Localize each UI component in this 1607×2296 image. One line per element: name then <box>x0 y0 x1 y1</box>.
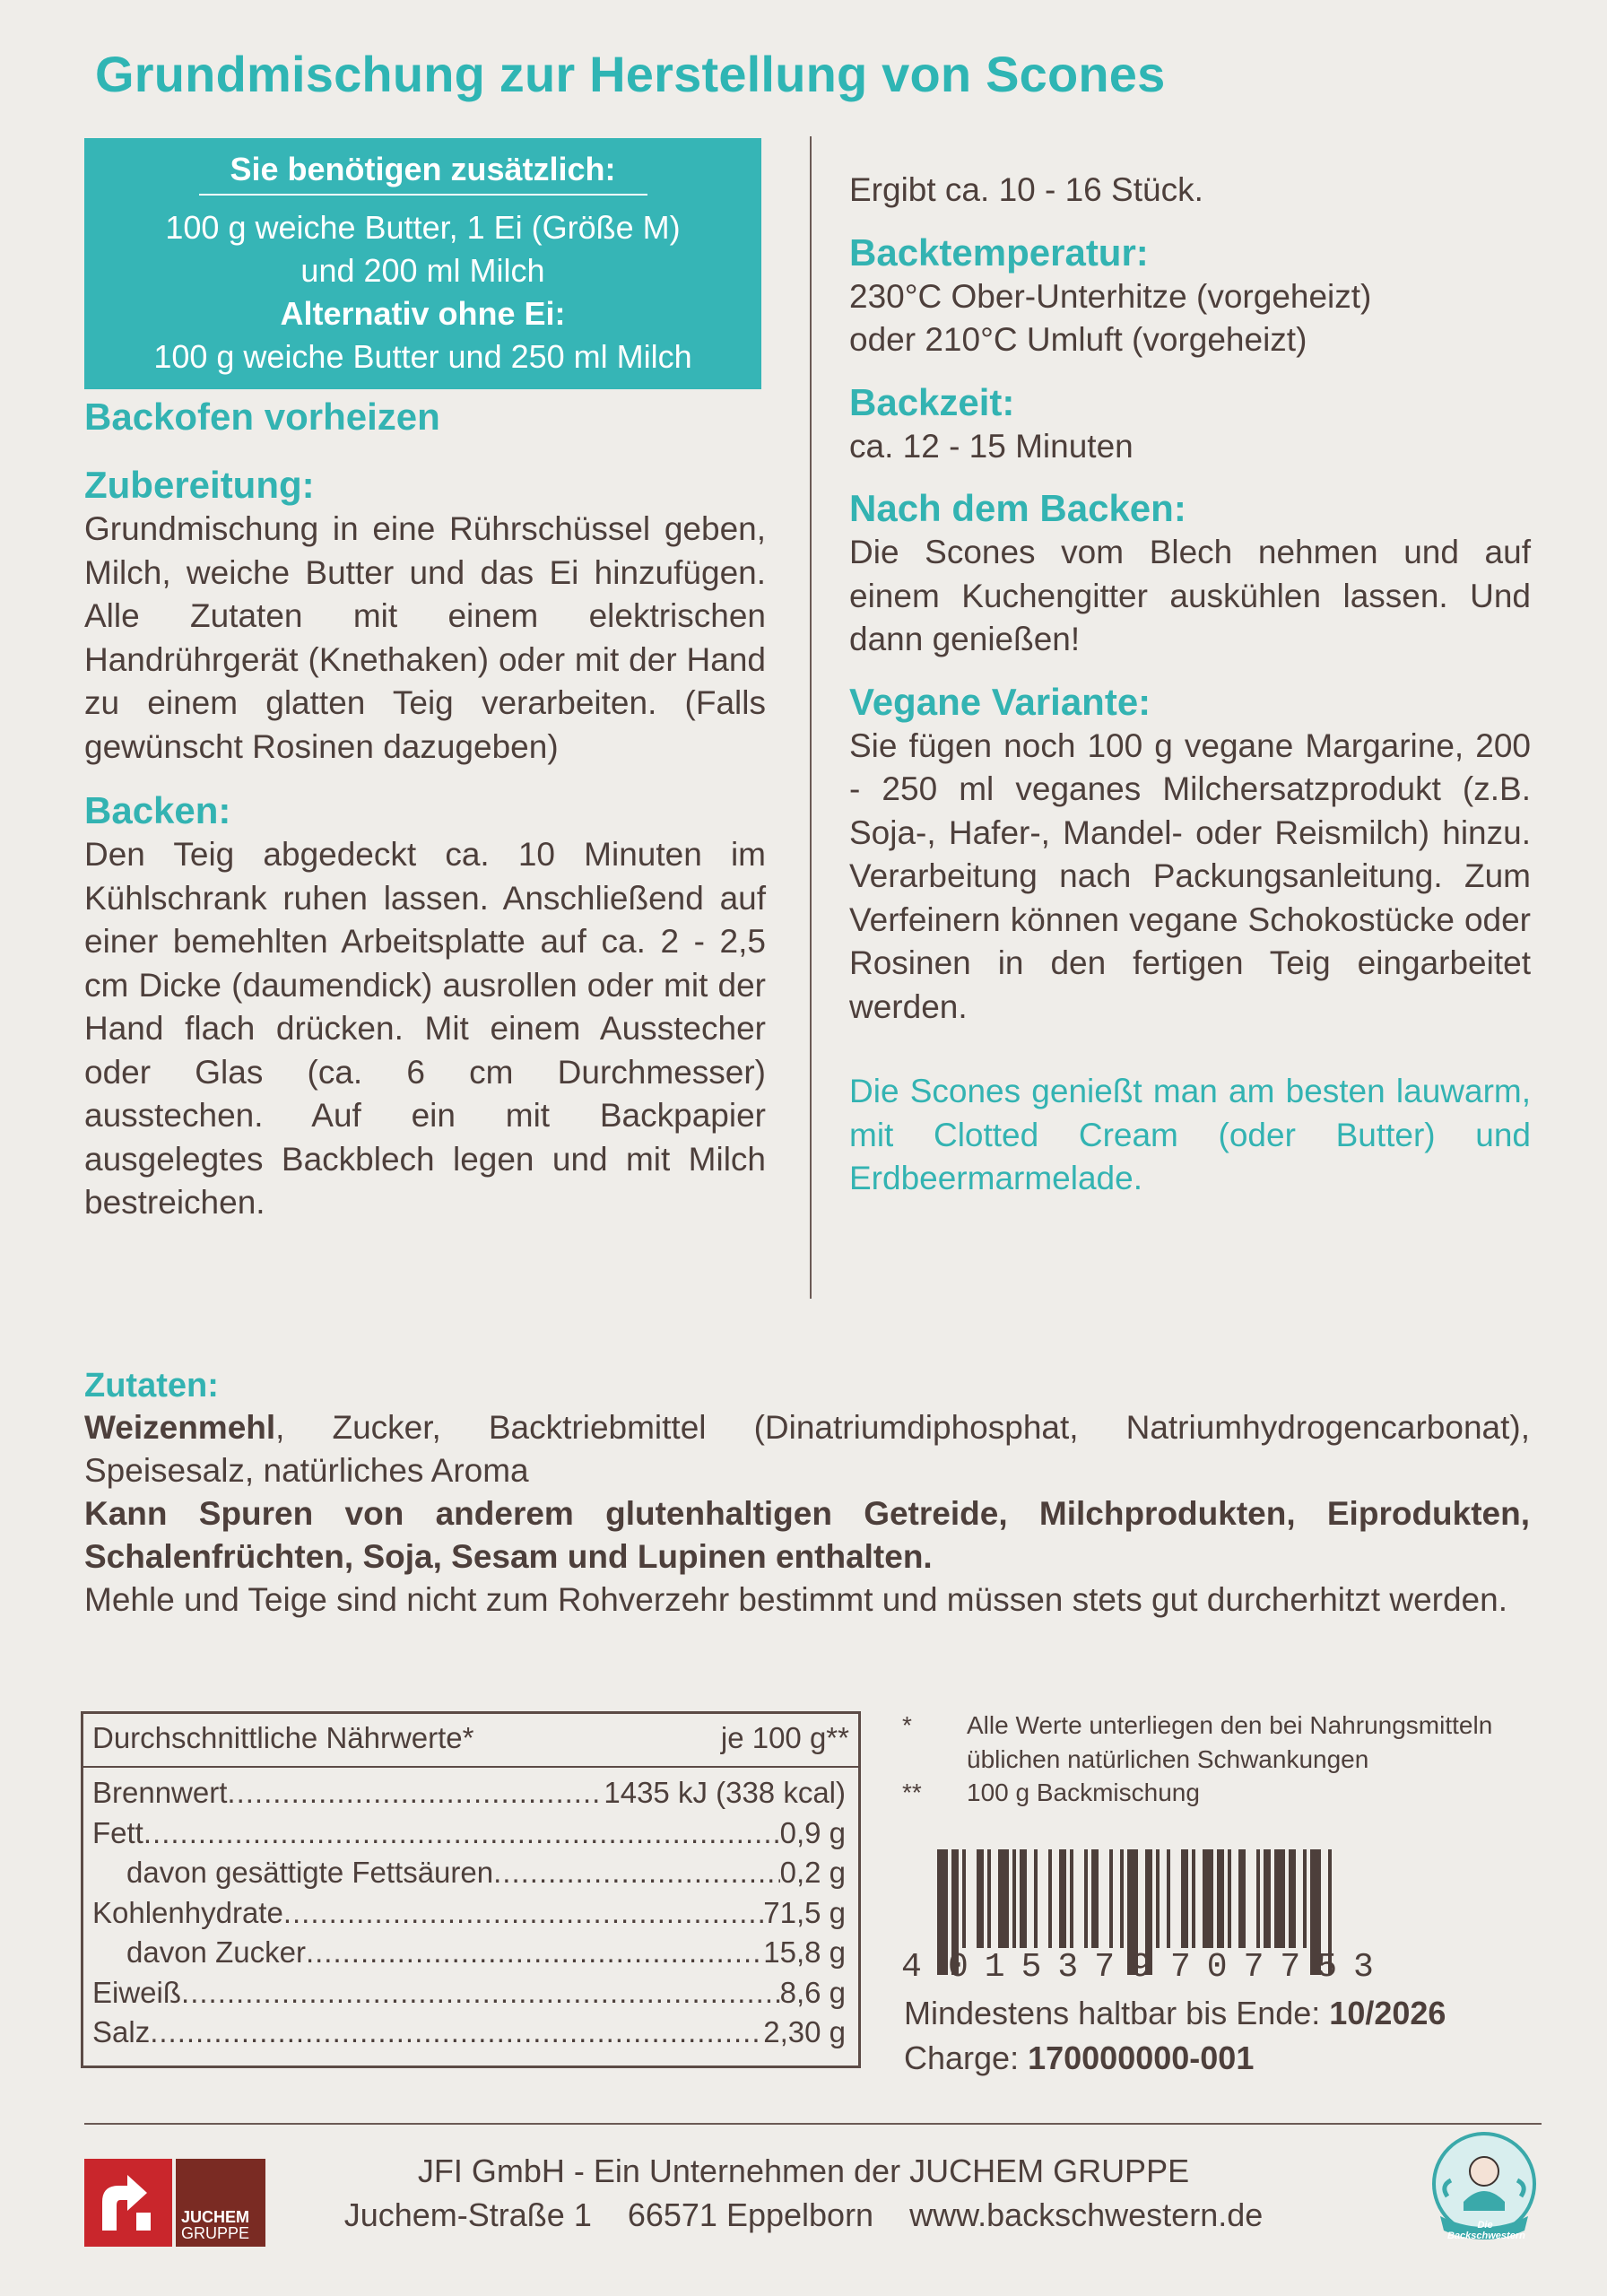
nutrition-row-saturated-fat <box>83 1853 858 1893</box>
barcode-bar <box>1034 1849 1038 1948</box>
additional-ingredients-box <box>84 138 761 389</box>
best-before-label: Mindestens haltbar bis Ende: <box>904 1995 1321 2031</box>
barcode-bar <box>977 1849 984 1948</box>
footnote-text-2: 100 g Backmischung <box>967 1779 1200 1806</box>
after-text: Die Scones vom Blech nehmen und auf einem Kuchengitter auskühlen lassen. Und dann genießen! <box>849 534 1531 657</box>
barcode-bar <box>1264 1849 1271 1948</box>
barcode-bar <box>1084 1849 1088 1948</box>
badge-text: Die Backschwestern <box>1447 2220 1525 2241</box>
barcode-bar <box>1289 1849 1296 1948</box>
footnote-star-2: ** <box>902 1779 922 1806</box>
box-line-2: und 200 ml Milch <box>300 252 545 289</box>
nutrition-header-label: Durchschnittliche Nährwerte* <box>92 1721 474 1754</box>
company-name-line: JFI GmbH - Ein Unternehmen der JUCHEM GRUPPE <box>417 2152 1190 2189</box>
nutrition-table <box>81 1711 861 2068</box>
nutrition-label: Salz <box>92 2015 151 2048</box>
juchem-logo-text-1: JUCHEM <box>181 2208 250 2226</box>
barcode-bar <box>1109 1849 1113 1948</box>
charge-label: Charge: <box>904 2039 1020 2076</box>
nutrition-row-sugar <box>83 1933 858 1973</box>
barcode-bar <box>1059 1849 1066 1948</box>
barcode-bar <box>1167 1849 1170 1948</box>
barcode-bar <box>1303 1849 1307 1948</box>
ingredients-text <box>84 1406 1530 1492</box>
nutrition-value: 71,5 g <box>763 1895 846 1929</box>
company-address-line: Juchem-Straße 1 66571 Eppelborn www.backschwestern.de <box>343 2196 1264 2233</box>
after-heading: Nach dem Backen: <box>849 487 1186 529</box>
right-column <box>849 169 1531 1201</box>
best-before-block <box>904 1991 1446 2081</box>
nutrition-header <box>83 1714 858 1768</box>
footnote-star-1: * <box>902 1711 912 1739</box>
ingredient-rest: , Zucker, Backtriebmittel (Dinatriumdiphosphat, Natriumhydrogencarbonat), Speisesalz, natürliches Aroma <box>84 1409 1530 1489</box>
vegan-heading: Vegane Variante: <box>849 680 1151 723</box>
barcode-bar <box>1192 1849 1195 1948</box>
barcode-bar <box>1012 1849 1016 1948</box>
nutrition-label: davon Zucker <box>126 1935 306 1969</box>
nutrition-row-protein <box>83 1973 858 2013</box>
barcode-bar <box>1070 1849 1073 1948</box>
backschwestern-badge <box>1428 2130 1541 2247</box>
bake-text: Den Teig abgedeckt ca. 10 Minuten im Kühlschrank ruhen lassen. Anschließend auf einer bemehlten Arbeitsplatte auf ca. 2 - 2,5 cm Dicke (daumendick) ausrollen oder mit der Hand flach drücken. Mit einem Ausstecher oder Glas (ca. 6 cm Durchmesser) ausstechen. Auf ein mit Backpapier ausgelegtes Backblech legen und mit Milch bestreichen. <box>84 836 766 1221</box>
bake-heading: Backen: <box>84 789 231 831</box>
allergen-notice: Kann Spuren von anderem glutenhaltigen Getreide, Milchprodukten, Eiprodukten, Schalenfrüchten, Soja, Sesam und Lupinen enthalten. <box>84 1495 1530 1575</box>
barcode-bar <box>1203 1849 1213 1948</box>
juchem-logo-text-2: GRUPPE <box>181 2224 250 2242</box>
barcode-bar <box>1274 1849 1285 1948</box>
barcode-bar <box>1091 1849 1099 1948</box>
charge-value: 170000000-001 <box>1028 2039 1255 2076</box>
nutrition-label: Kohlenhydrate <box>92 1895 283 1929</box>
barcode-digit-prefix: 4 <box>901 1948 922 1987</box>
left-column <box>84 395 766 1225</box>
barcode-bar <box>1156 1849 1160 1948</box>
footer-divider <box>84 2123 1542 2125</box>
box-line-1: 100 g weiche Butter, 1 Ei (Größe M) <box>165 209 681 246</box>
barcode-bar <box>1120 1849 1124 1948</box>
nutrition-label: Fett <box>92 1815 143 1849</box>
time-text: ca. 12 - 15 Minuten <box>849 427 1134 465</box>
time-heading: Backzeit: <box>849 380 1015 423</box>
page-title: Grundmischung zur Herstellung von Scones <box>95 46 1166 102</box>
box-line-4: 100 g weiche Butter und 250 ml Milch <box>153 338 692 375</box>
nutrition-value: 8,6 g <box>779 1975 846 2009</box>
prep-heading: Zubereitung: <box>84 464 315 506</box>
barcode-bar <box>1181 1849 1188 1948</box>
nutrition-header-unit: je 100 g** <box>720 1721 849 1754</box>
barcode-bar <box>937 1849 948 1975</box>
box-heading: Sie benötigen zusätzlich: <box>199 151 647 196</box>
barcode-bar <box>1228 1849 1231 1948</box>
vegan-text: Sie fügen noch 100 g vegane Margarine, 200 - 250 ml veganes Milchersatzprodukt (z.B. Soja-, Hafer-, Mandel- oder Reismilch) hinzu. Verarbeitung nach Packungsanleitung. Zum Verfeinern können vegane Schokostücke oder Rosinen in den fertigen Teig eingarbeitet werden. <box>849 726 1531 1025</box>
barcode-bar <box>1020 1849 1027 1948</box>
temp-line-2: oder 210°C Umluft (vorgeheizt) <box>849 321 1307 358</box>
nutrition-value: 15,8 g <box>763 1935 846 1969</box>
barcode-bar <box>962 1849 966 1948</box>
nutrition-row-energy <box>83 1773 858 1813</box>
ingredient-flour: Weizenmehl <box>84 1409 276 1446</box>
barcode-bar <box>1048 1849 1052 1948</box>
barcode-bar <box>1238 1849 1246 1948</box>
barcode-bar <box>998 1849 1009 1948</box>
barcode-digits-right: 707753 <box>1170 1948 1390 1987</box>
barcode-digits-left: 015379 <box>948 1948 1168 1987</box>
best-before-value: 10/2026 <box>1329 1995 1446 2031</box>
temp-heading: Backtemperatur: <box>849 230 1149 274</box>
nutrition-label: davon gesättigte Fettsäuren <box>126 1856 494 1889</box>
footnote-text-1: Alle Werte unterliegen den bei Nahrungsmitteln üblichen natürlichen Schwankungen <box>967 1711 1493 1773</box>
nutrition-label: Brennwert <box>92 1776 228 1809</box>
nutrition-row-carbs <box>83 1893 858 1934</box>
box-line-3: Alternativ ohne Ei: <box>280 295 566 332</box>
nutrition-value: 0,2 g <box>779 1856 846 1889</box>
ingredients-heading: Zutaten: <box>84 1367 219 1405</box>
yield-text: Ergibt ca. 10 - 16 Stück. <box>849 171 1203 208</box>
nutrition-row-salt <box>83 2013 858 2053</box>
raw-warning: Mehle und Teige sind nicht zum Rohverzehr bestimmt und müssen stets gut durcherhitzt werden. <box>84 1581 1507 1618</box>
nutrition-value: 2,30 g <box>763 2015 846 2048</box>
nutrition-value: 1435 kJ (338 kcal) <box>604 1776 846 1809</box>
nutrition-row-fat <box>83 1813 858 1854</box>
prep-text: Grundmischung in eine Rührschüssel geben, Milch, weiche Butter und das Ei hinzufügen. Alle Zutaten mit einem elektrischen Handrührgerät (Knethaken) oder mit der Hand zu einem glatten Teig verarbeiten. (Falls gewünscht Rosinen dazugeben) <box>84 510 766 765</box>
serving-tip: Die Scones genießt man am besten lauwarm, mit Clotted Cream (oder Butter) und Erdbeermarmelade. <box>849 1073 1531 1196</box>
barcode-bar <box>1256 1849 1260 1948</box>
temp-line-1: 230°C Ober-Unterhitze (vorgeheizt) <box>849 277 1372 315</box>
nutrition-value: 0,9 g <box>779 1815 846 1849</box>
column-divider <box>810 136 812 1299</box>
barcode-bar <box>987 1849 991 1948</box>
nutrition-label: Eiweiß <box>92 1975 182 2009</box>
ingredients-section <box>84 1365 1530 1622</box>
preheat-heading: Backofen vorheizen <box>84 396 440 438</box>
barcode-bar <box>1217 1849 1224 1948</box>
